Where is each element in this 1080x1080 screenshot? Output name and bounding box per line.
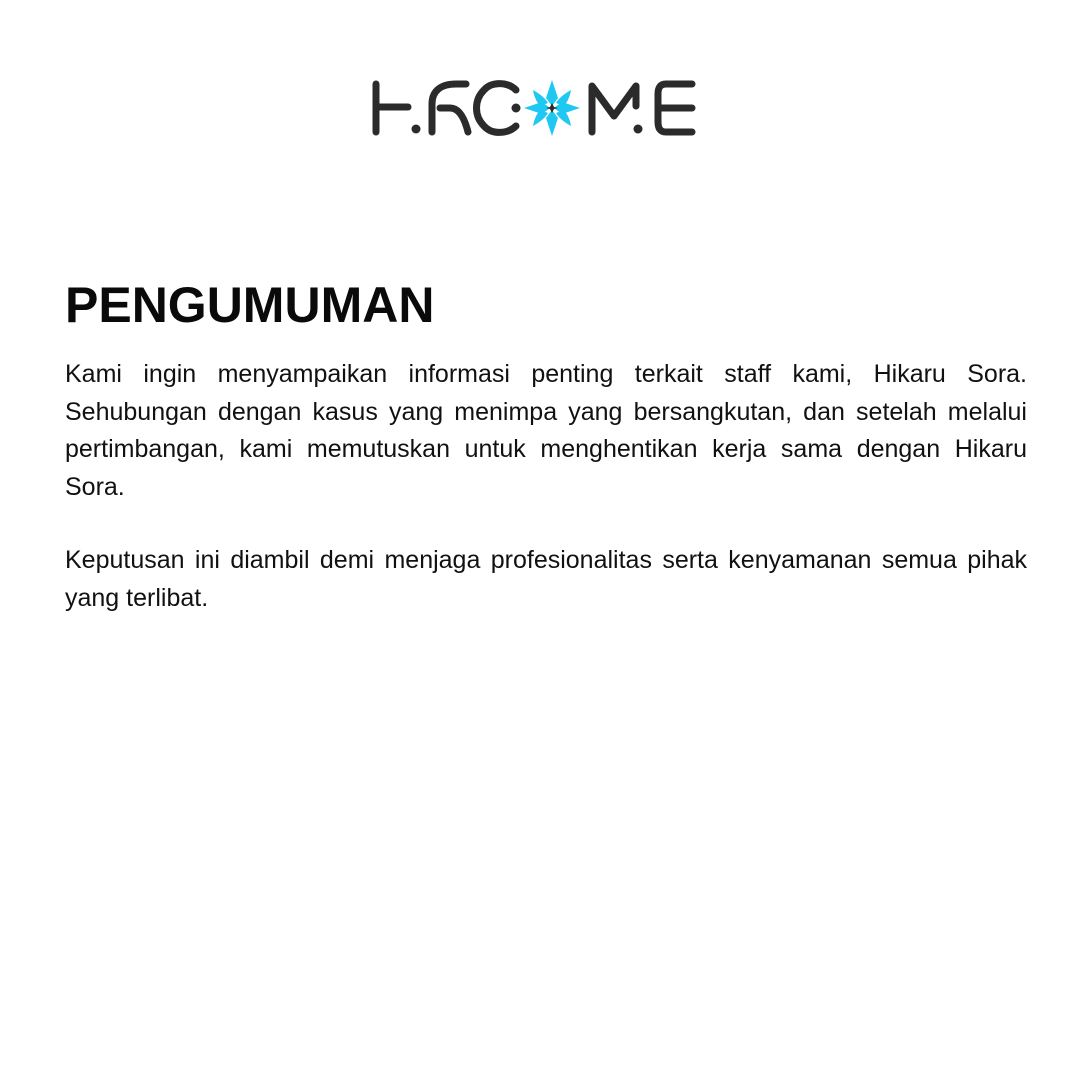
logo-dot-2 [512, 104, 521, 113]
logo-letter-c [477, 84, 517, 133]
logo-letter-e [658, 84, 692, 132]
announcement-section [65, 276, 1027, 617]
logo-letter-r [432, 84, 468, 132]
logo-letter-m [592, 86, 636, 132]
logo-dot-3 [634, 125, 643, 134]
logo-dot-1 [412, 125, 421, 134]
logo-star-o [524, 80, 580, 136]
announcement-paragraph-1: Kami ingin menyampaikan informasi penting terkait staff kami, Hikaru Sora. Sehubungan dengan kasus yang menimpa yang bersangkutan, dan setelah melalui pertimbangan, kami memutuskan untuk menghentikan kerja sama dengan Hikaru Sora. [65, 360, 1027, 501]
hrcome-logo-graphic [370, 76, 710, 140]
logo-letter-h [376, 84, 408, 132]
brand-logo [0, 76, 1080, 140]
announcement-title: PENGUMUMAN [65, 277, 435, 333]
announcement-paragraph-2: Keputusan ini diambil demi menjaga profesionalitas serta kenyamanan semua pihak yang terlibat. [65, 546, 1027, 612]
